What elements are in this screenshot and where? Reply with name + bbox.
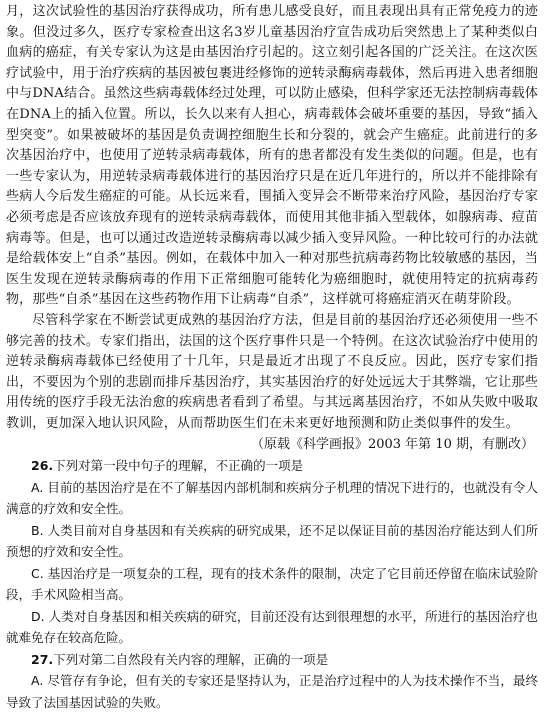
option-a: A. 目前的基因治疗是在不了解基因内部机制和疾病分子机理的情况下进行的，也就没有令人满意的疗效和安全性。 (6, 479, 538, 517)
exam-page (6, 2, 538, 713)
question-number: 27. (31, 651, 54, 667)
passage-source: （原载《科学画报》2003 年第 10 期，有删改） (250, 437, 534, 453)
passage-paragraph-1: 月，这次试验性的基因治疗获得成功，所有患儿感受良好，而且表现出具有正常免疫力的迹象。但没过多久，医疗专家检查出这名3岁儿童基因治疗宣告成功后突然患上了某种类似白血病的癌症，有关专家认为这是由基因治疗引起的。这立刻引起各国的广泛关注。在这次医疗试验中，用于治疗疾病的基因被包裹进经修饰的逆转录酶病毒载体，然后再进入患者细胞中与DNA结合。虽然这些病毒载体经过处理，可以防止感染，但科学家还无法控制病毒载体在DNA上的插入位置。所以，长久以来有人担心，病毒载体会破坏重要的基因，导致“插入型突变”。如果被破坏的基因是负责调控细胞生长和分裂的，就会产生癌症。此前进行的多次基因治疗中，也使用了逆转录病毒载体，所有的患者都没有发生类似的问题。但是，也有一些专家认为，用逆转录病毒载体进行的基因治疗只是在近几年进行的，所以并不能排除有些病人今后发生癌症的可能。从长远来看，围插入变异会不断带来治疗风险，基因治疗专家必须考虑是否应该放弃现有的逆转录病毒载体，而使用其他非插入型载体，如腺病毒、痘苗病毒等。但是，也可以通过改造逆转录酶病毒以减少插入变异风险。一种比较可行的办法就是给载体安上“自杀”基因。例如，在载体中加入一种对那些抗病毒药物比较敏感的基因，当医生发现在逆转录酶病毒的作用下正常细胞可能转化为癌细胞时，就使用特定的抗病毒药物，那些“自杀”基因在这些药物作用下让病毒“自杀”，这样就可将癌症消灭在萌芽阶段。 (6, 4, 538, 308)
option-d: D. 人类对自身基因和相关疾病的研究，目前还没有达到很理想的水平，所进行的基因治疗也就难免存在较高危险。 (6, 608, 538, 646)
question-27 (6, 649, 538, 713)
reading-passage (6, 2, 538, 434)
question-number: 26. (31, 458, 54, 474)
option-c: C. 基因治疗是一项复杂的工程，现有的技术条件的限制，决定了它目前还停留在临床试验阶段，手术风险相当高。 (6, 565, 538, 603)
question-text: 下列对第二自然段有关内容的理解，正确的一项是 (53, 651, 329, 667)
passage-paragraph-2: 尽管科学家在不断尝试更成熟的基因治疗方法，但是目前的基因治疗还必须使用一些不够完善的技术。专家们指出，法国的这个医疗事件只是一个特例。在这次试验治疗中使用的逆转录酶病毒载体已经使用了十几年，只是最近才出现了不良反应。因此，医疗专家们指出，不要因为个别的悲剧而排斥基因治疗，其实基因治疗的好处远远大于其弊端，它让那些用传统的医疗手段无法治愈的疾病患者看到了希望。与其远离基因治疗，不如从失败中吸取教训，更加深入地认识风险，从而帮助医生们在未来更好地预测和防止类似事件的发生。 (6, 312, 538, 431)
question-stem (6, 649, 538, 671)
option-b: B. 人类目前对自身基因和有关疾病的研究成果，还不足以保证目前的基因治疗能达到人们所预想的疗效和安全性。 (6, 522, 538, 560)
question-26 (6, 455, 538, 649)
option-a: A. 尽管存有争论，但有关的专家还是坚持认为，正是治疗过程中的人为技术操作不当，最终导致了法国基因试验的失败。 (6, 673, 538, 710)
question-text: 下列对第一段中句子的理解，不正确的一项是 (53, 458, 304, 474)
question-stem (6, 455, 538, 477)
